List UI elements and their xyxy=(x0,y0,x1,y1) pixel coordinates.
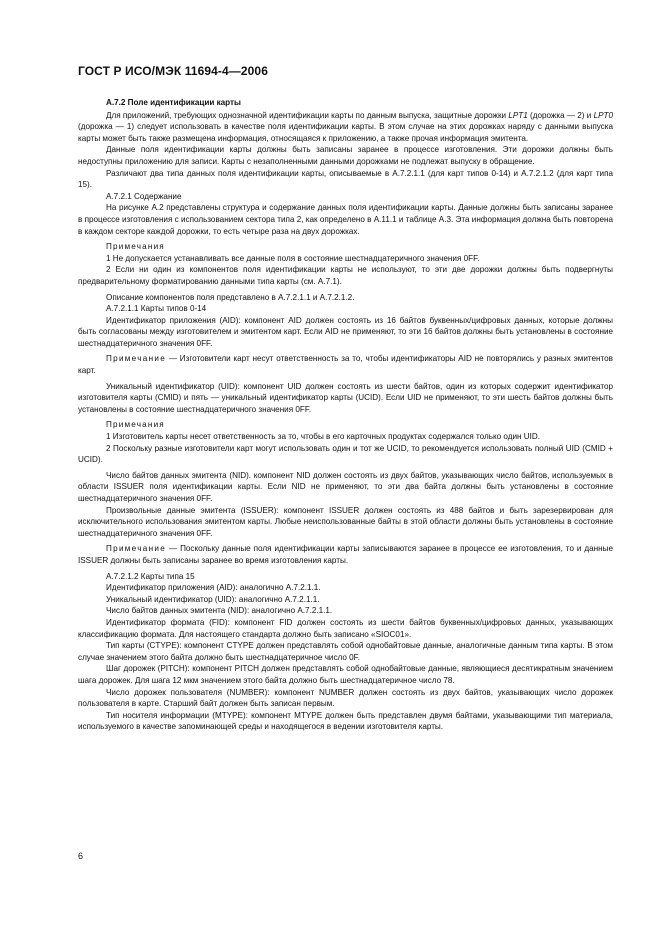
subsection-heading: А.7.2.1.2 Карты типа 15 xyxy=(106,571,195,581)
track-name: LPT0 xyxy=(593,110,613,120)
paragraph: Различают два типа данных поля идентификации карты, описываемые в А.7.2.1.1 (для карт типов 0-14) и А.7.2.1.2 (для карт типа 15). xyxy=(78,168,613,190)
section-title: А.7.2 Поле идентификации карты xyxy=(106,98,241,107)
subsection-heading: А.7.2.1.1 Карты типов 0-14 xyxy=(106,304,207,314)
note-label: Примечание xyxy=(106,354,167,364)
notes-heading: Примечания xyxy=(106,242,165,252)
paragraph: Идентификатор формата (FID): компонент FID должен состоять из шести байтов буквенных/цифровых данных, указывающих классификацию формата. Для настоящего стандарта должно быть записано «SIOC01». xyxy=(78,617,613,639)
track-name: LPT1 xyxy=(508,110,528,120)
paragraph: Описание компонентов поля представлено в А.7.2.1.1 и А.7.2.1.2. xyxy=(106,292,355,302)
document-header: ГОСТ Р ИСО/МЭК 11694-4—2006 xyxy=(78,64,268,78)
text-run: (дорожка — 2) и xyxy=(527,110,594,120)
paragraph: Данные поля идентификации карты должны быть записаны заранее в процессе изготовления. Эти дорожки должны быть недоступны приложению для записи. Карты с незаполненными данными дорожками не подлежат выпуску в обращение. xyxy=(78,145,613,166)
note xyxy=(78,543,613,566)
paragraph: На рисунке А.2 представлены структура и содержание данных поля идентификации карты. Данные должны быть записаны заранее в процессе изготовления с использованием сектора типа 2, как определено в А.11.1 и таблице А.3. Эта информация должна быть повторена в каждом секторе каждой дорожки, то есть четыре раза на двух дорожках. xyxy=(78,203,613,236)
paragraph: Произвольные данные эмитента (ISSUER): компонент ISSUER должен состоять из 488 байтов и быть зарезервирован для исключительного использования эмитентом карты. Любые неиспользованные байты в этой области должны быть установлены в состояние шестнадцатеричного значения 0FF. xyxy=(78,505,613,538)
notes-heading: Примечания xyxy=(106,420,165,430)
paragraph: Тип носителя информации (MTYPE): компонент MTYPE должен быть представлен двумя байтами, указывающими тип материала, используемого в качестве запоминающей среды и находящегося в ведении изготовителя карты. xyxy=(78,710,613,732)
list-item: Число байтов данных эмитента (NID): аналогично А.7.2.1.1. xyxy=(106,606,333,616)
note-item: 2 Если ни один из компонентов поля идентификации карты не используют, то эти две дорожки должны быть подвергнуты предварительному форматированию данными типа карты (см. А.7.1). xyxy=(78,265,613,286)
note-text: — Поскольку данные поля идентификации карты записываются заранее в процессе ее изготовления, то и данные ISSUER должны быть записаны заранее во время изготовления карты. xyxy=(78,544,613,565)
paragraph: Идентификатор приложения (AID): компонент AID должен состоять из 16 байтов буквенных/цифровых данных, которые должны быть согласованы между изготовителем и эмитентом карт. Если AID не применяют, то эти 16 байтов должны быть установлены в состояние шестнадцатеричного значения 0FF. xyxy=(78,315,613,348)
list-item: Идентификатор приложения (AID): аналогично А.7.2.1.1. xyxy=(106,583,321,593)
note xyxy=(78,353,613,376)
document-body xyxy=(78,97,613,733)
paragraph xyxy=(78,110,613,145)
note-text: — Изготовители карт несут ответственность за то, чтобы идентификаторы AID не повторялись у разных эмитентов карт. xyxy=(78,354,613,376)
page-number: 6 xyxy=(78,851,84,861)
note-item: 1 Изготовитель карты несет ответственность за то, чтобы в его карточных продуктах содержался только один UID. xyxy=(106,432,540,442)
note-item: 1 Не допускается устанавливать все данные поля в состояние шестнадцатеричного значения 0FF. xyxy=(106,253,480,263)
text-run: Для приложений, требующих однозначной идентификации карты по данным выпуска, защитные дорожки xyxy=(106,110,509,120)
list-item: Уникальный идентификатор (UID): аналогично А.7.2.1.1. xyxy=(106,594,320,604)
paragraph: Шаг дорожек (PITCH): компонент PITCH должен представлять собой однобайтовые данные, являющиеся десятикратным значением шага дорожек. Для шага 12 мкм значением этого байта должно быть шестнадцатеричное число 78. xyxy=(78,664,613,685)
note-item: 2 Поскольку разные изготовители карт могут использовать один и тот же UCID, то рекомендуется использовать полный UID (CMID + UCID). xyxy=(78,443,613,465)
subsection-heading: А.7.2.1 Содержание xyxy=(106,191,182,201)
paragraph: Уникальный идентификатор (UID): компонент UID должен состоять из шести байтов, один из которых содержит идентификатор изготовителя карты (CMID) и пять — уникальный идентификатор карты (UCID). Если UID не применяют, то эти шесть байтов должны быть установлены в состояние шестнадцатеричного значения 0FF. xyxy=(78,381,613,414)
paragraph: Число байтов данных эмитента (NID). компонент NID должен состоять из двух байтов, указывающих число байтов, используемых в области ISSUER поля идентификации карты. Если NID не применяют, то эти два байта должны быть установлены в состояние шестнадцатеричного значения 0FF. xyxy=(78,470,613,503)
paragraph: Число дорожек пользователя (NUMBER): компонент NUMBER должен состоять из двух байтов, указывающих число дорожек пользователя в карте. Старший байт должен быть записан первым. xyxy=(78,687,613,709)
paragraph: Тип карты (CTYPE): компонент CTYPE должен представлять собой однобайтовые данные, аналогичные данным типа карты. В этом случае значением этого байта должно быть шестнадцатеричное число 0F. xyxy=(78,641,613,662)
text-run: (дорожка — 1) следует использовать в качестве поля идентификации карты. В этом случае на этих дорожках наряду с данными выпуска карты может быть также размещена информация, относящаяся к приложению, а также прочая информация эмитента. xyxy=(78,122,613,143)
note-label: Примечание xyxy=(106,544,167,554)
